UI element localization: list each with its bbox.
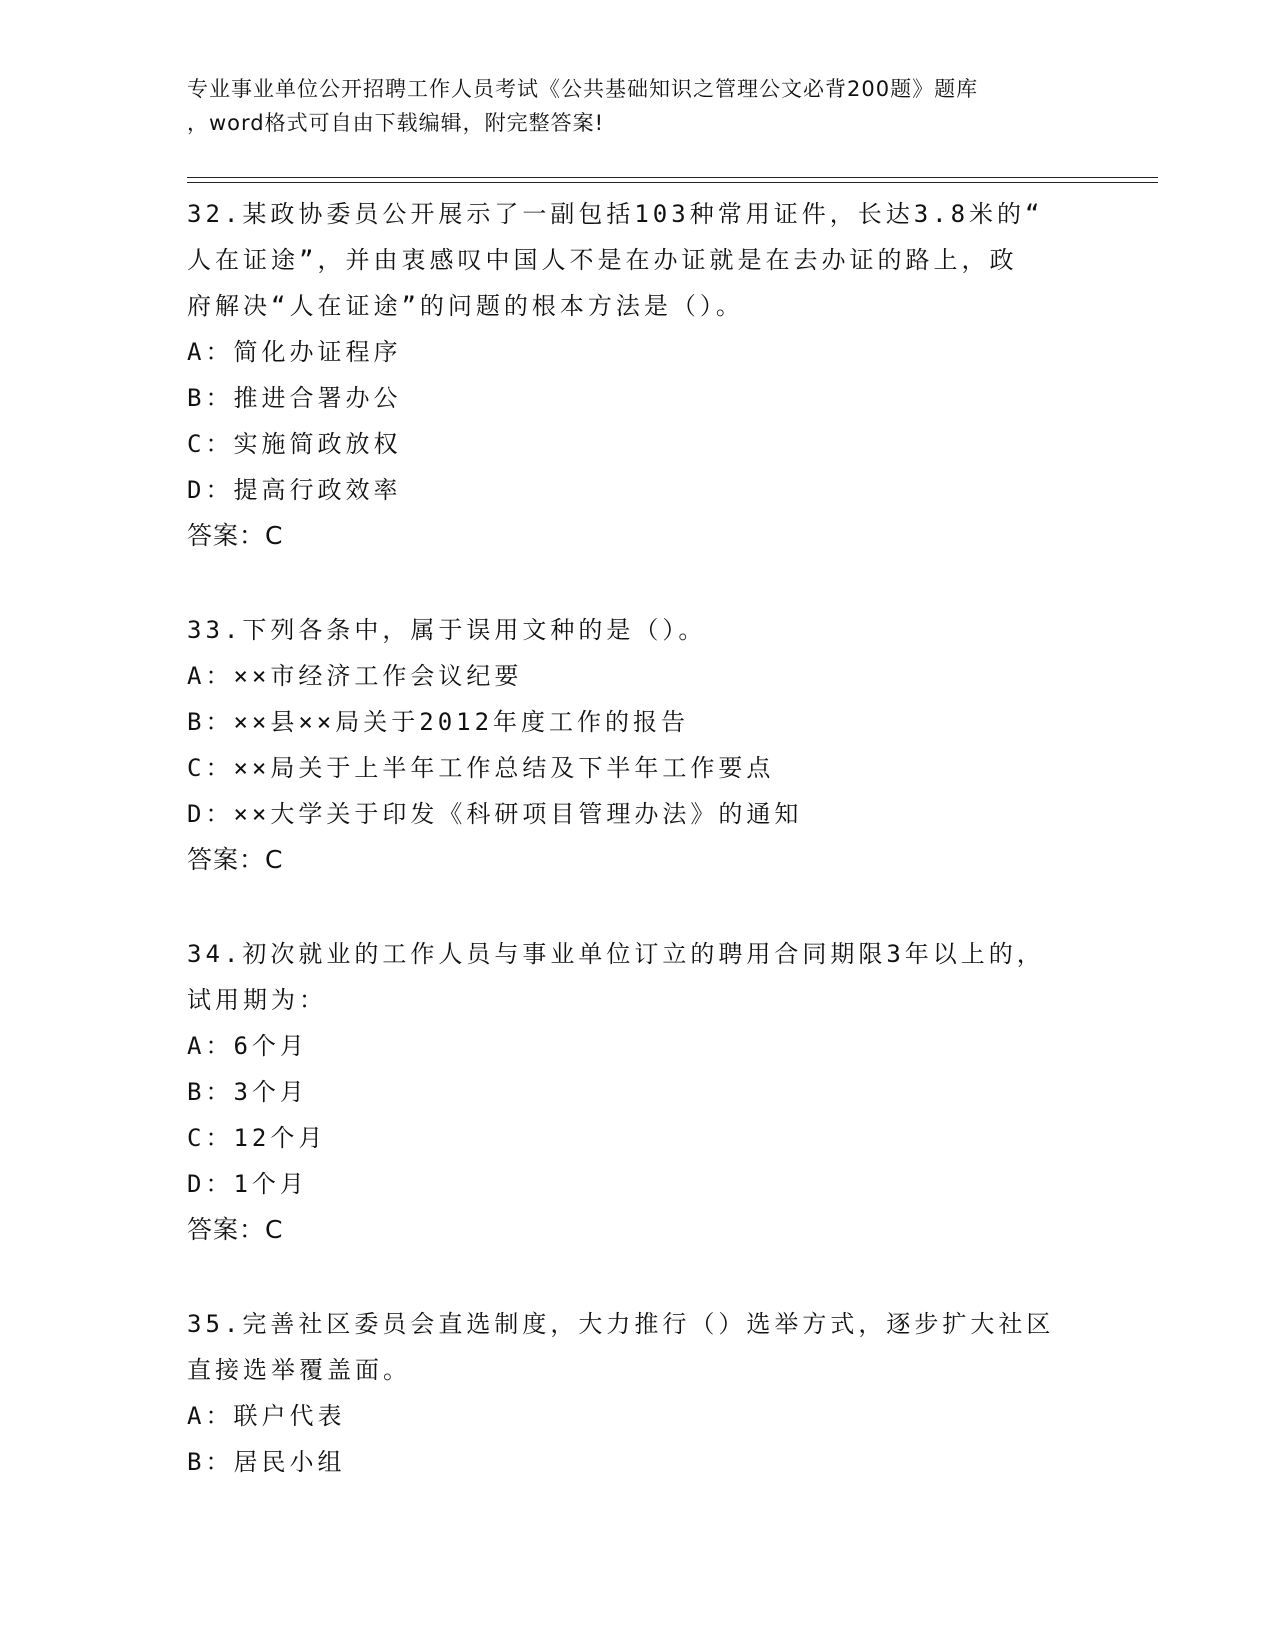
option-b: B：居民小组 — [187, 1448, 346, 1476]
question-list — [187, 191, 1087, 1533]
question-stem-line: 32.某政协委员公开展示了一副包括103种常用证件，长达3.8米的“ — [187, 200, 1044, 228]
document-header — [187, 72, 1087, 140]
header-line-1: 专业事业单位公开招聘工作人员考试《公共基础知识之管理公文必背200题》题库 — [187, 77, 979, 101]
option-c: C：××局关于上半年工作总结及下半年工作要点 — [187, 754, 775, 782]
question-33 — [187, 607, 1087, 883]
option-d: D：××大学关于印发《科研项目管理办法》的通知 — [187, 800, 803, 828]
question-stem-line: 34.初次就业的工作人员与事业单位订立的聘用合同期限3年以上的， — [187, 940, 1045, 968]
question-stem-line: 人在证途”，并由衷感叹中国人不是在办证就是在去办证的路上，政 — [187, 246, 1018, 274]
question-stem-line: 35.完善社区委员会直选制度，大力推行（）选举方式，逐步扩大社区 — [187, 1310, 1055, 1338]
option-c: C：12个月 — [187, 1124, 327, 1152]
header-rule-bottom — [187, 182, 1158, 183]
option-a: A：联户代表 — [187, 1402, 346, 1430]
option-a: A：简化办证程序 — [187, 338, 402, 366]
question-34 — [187, 931, 1087, 1253]
question-stem-line: 直接选举覆盖面。 — [187, 1356, 411, 1384]
option-d: D：1个月 — [187, 1170, 308, 1198]
header-line-2: ，word格式可自由下载编辑，附完整答案! — [187, 111, 605, 135]
question-32 — [187, 191, 1087, 559]
answer-line: 答案：C — [187, 1215, 284, 1244]
option-a: A：××市经济工作会议纪要 — [187, 662, 523, 690]
option-d: D：提高行政效率 — [187, 476, 402, 504]
option-c: C：实施简政放权 — [187, 430, 402, 458]
question-stem-line: 试用期为： — [187, 986, 327, 1014]
header-rule-top — [187, 177, 1158, 178]
question-stem-line: 33.下列各条中，属于误用文种的是（）。 — [187, 616, 707, 644]
option-b: B：××县××局关于2012年度工作的报告 — [187, 708, 690, 736]
option-b: B：3个月 — [187, 1078, 308, 1106]
answer-line: 答案：C — [187, 521, 284, 550]
answer-line: 答案：C — [187, 845, 284, 874]
option-b: B：推进合署办公 — [187, 384, 402, 412]
question-stem-line: 府解决“人在证途”的问题的根本方法是（）。 — [187, 292, 744, 320]
question-35 — [187, 1301, 1087, 1485]
option-a: A：6个月 — [187, 1032, 308, 1060]
